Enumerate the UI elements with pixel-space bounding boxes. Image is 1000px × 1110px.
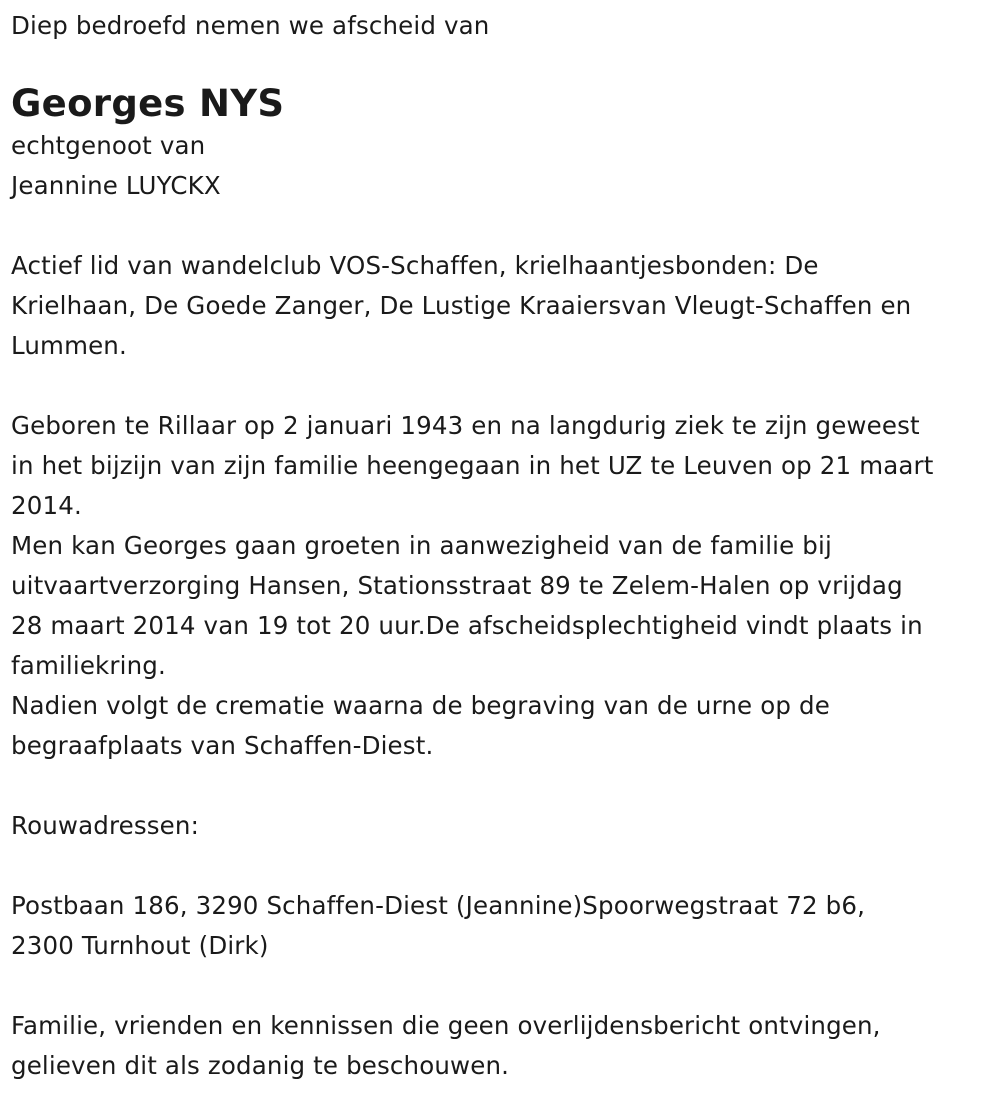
birth-death-line: in het bijzijn van zijn familie heengegaan in het UZ te Leuven op 21 maart	[11, 451, 934, 480]
visitation-line: 28 maart 2014 van 19 tot 20 uur.De afscheidsplechtigheid vindt plaats in	[11, 611, 923, 640]
closing-line: Familie, vrienden en kennissen die geen overlijdensbericht ontvingen,	[11, 1011, 881, 1040]
closing-paragraph	[11, 1006, 1000, 1086]
memberships-paragraph	[11, 246, 1000, 366]
spacer	[11, 966, 1000, 1006]
visitation-paragraph	[11, 526, 1000, 686]
visitation-line: uitvaartverzorging Hansen, Stationsstraat 89 te Zelem-Halen op vrijdag	[11, 571, 903, 600]
cremation-line: begraafplaats van Schaffen-Diest.	[11, 731, 434, 760]
spacer	[11, 206, 1000, 246]
address-line: 2300 Turnhout (Dirk)	[11, 931, 269, 960]
cremation-paragraph	[11, 686, 1000, 766]
visitation-line: familiekring.	[11, 651, 166, 680]
cremation-line: Nadien volgt de crematie waarna de begraving van de urne op de	[11, 691, 830, 720]
memberships-line: Lummen.	[11, 331, 127, 360]
birth-death-line: Geboren te Rillaar op 2 januari 1943 en na langdurig ziek te zijn geweest	[11, 411, 920, 440]
birth-death-paragraph	[11, 406, 1000, 526]
spouse-label: echtgenoot van	[11, 131, 206, 160]
spacer	[11, 766, 1000, 806]
visitation-line: Men kan Georges gaan groeten in aanwezigheid van de familie bij	[11, 531, 832, 560]
birth-death-line: 2014.	[11, 491, 82, 520]
spouse-name: Jeannine LUYCKX	[11, 171, 221, 200]
spacer	[11, 366, 1000, 406]
deceased-name: Georges NYS	[11, 82, 285, 125]
memberships-line: Actief lid van wandelclub VOS-Schaffen, krielhaantjesbonden: De	[11, 251, 819, 280]
closing-line: gelieven dit als zodanig te beschouwen.	[11, 1051, 510, 1080]
address-line: Postbaan 186, 3290 Schaffen-Diest (Jeannine)Spoorwegstraat 72 b6,	[11, 891, 866, 920]
addresses-label: Rouwadressen:	[11, 811, 199, 840]
addresses-paragraph	[11, 886, 1000, 966]
memberships-line: Krielhaan, De Goede Zanger, De Lustige Kraaiersvan Vleugt-Schaffen en	[11, 291, 912, 320]
spacer	[11, 846, 1000, 886]
intro-text: Diep bedroefd nemen we afscheid van	[11, 11, 490, 40]
